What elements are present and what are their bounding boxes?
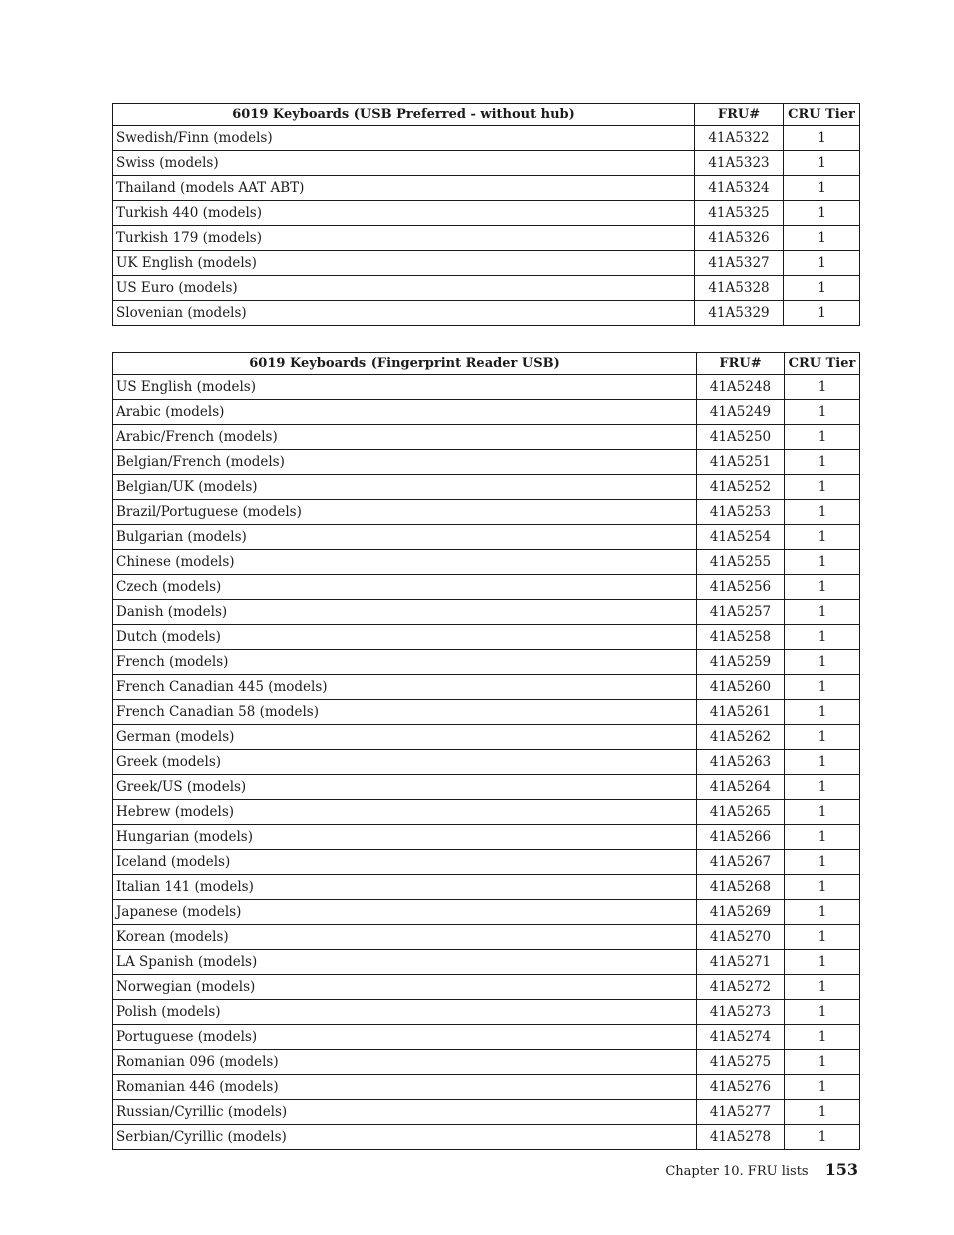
cru-tier-cell: 1 [785, 725, 860, 750]
keyboard-description-cell: French (models) [113, 650, 697, 675]
table-row [113, 550, 860, 575]
cru-tier-cell: 1 [785, 675, 860, 700]
column-header-cru-tier: CRU Tier [785, 353, 860, 375]
table-row [113, 1050, 860, 1075]
table-row [113, 875, 860, 900]
keyboards-fingerprint-reader-table [112, 352, 860, 1150]
keyboard-description-cell: Hebrew (models) [113, 800, 697, 825]
fru-number-cell: 41A5270 [697, 925, 785, 950]
table-row [113, 850, 860, 875]
fru-number-cell: 41A5275 [697, 1050, 785, 1075]
cru-tier-cell: 1 [785, 700, 860, 725]
table-row [113, 475, 860, 500]
fru-number-cell: 41A5273 [697, 1000, 785, 1025]
keyboard-description-cell: Bulgarian (models) [113, 525, 697, 550]
table-row [113, 1100, 860, 1125]
table-row [113, 575, 860, 600]
cru-tier-cell: 1 [785, 1000, 860, 1025]
chapter-label: Chapter 10. FRU lists [665, 1164, 809, 1179]
cru-tier-cell: 1 [785, 775, 860, 800]
table-row [113, 400, 860, 425]
cru-tier-cell: 1 [785, 975, 860, 1000]
cru-tier-cell: 1 [785, 400, 860, 425]
cru-tier-cell: 1 [784, 251, 860, 276]
keyboard-description-cell: LA Spanish (models) [113, 950, 697, 975]
fru-number-cell: 41A5257 [697, 600, 785, 625]
cru-tier-cell: 1 [785, 525, 860, 550]
keyboard-description-cell: Romanian 096 (models) [113, 1050, 697, 1075]
fru-number-cell: 41A5268 [697, 875, 785, 900]
cru-tier-cell: 1 [785, 625, 860, 650]
cru-tier-cell: 1 [784, 126, 860, 151]
cru-tier-cell: 1 [785, 800, 860, 825]
fru-number-cell: 41A5258 [697, 625, 785, 650]
column-header-fru: FRU# [695, 104, 784, 126]
table-row [113, 375, 860, 400]
keyboard-description-cell: French Canadian 58 (models) [113, 700, 697, 725]
fru-number-cell: 41A5263 [697, 750, 785, 775]
cru-tier-cell: 1 [784, 176, 860, 201]
cru-tier-cell: 1 [785, 1125, 860, 1150]
page-number: 153 [824, 1160, 858, 1179]
cru-tier-cell: 1 [785, 850, 860, 875]
cru-tier-cell: 1 [785, 575, 860, 600]
fru-number-cell: 41A5251 [697, 450, 785, 475]
column-header-cru-tier: CRU Tier [784, 104, 860, 126]
keyboard-description-cell: Slovenian (models) [113, 301, 695, 326]
fru-number-cell: 41A5325 [695, 201, 784, 226]
fru-number-cell: 41A5276 [697, 1075, 785, 1100]
cru-tier-cell: 1 [785, 1075, 860, 1100]
keyboard-description-cell: Polish (models) [113, 1000, 697, 1025]
cru-tier-cell: 1 [785, 425, 860, 450]
fru-number-cell: 41A5328 [695, 276, 784, 301]
fru-number-cell: 41A5323 [695, 151, 784, 176]
keyboard-description-cell: French Canadian 445 (models) [113, 675, 697, 700]
fru-number-cell: 41A5272 [697, 975, 785, 1000]
cru-tier-cell: 1 [785, 650, 860, 675]
keyboard-description-cell: Danish (models) [113, 600, 697, 625]
table-row [113, 750, 860, 775]
fru-number-cell: 41A5322 [695, 126, 784, 151]
fru-number-cell: 41A5326 [695, 226, 784, 251]
fru-number-cell: 41A5262 [697, 725, 785, 750]
fru-number-cell: 41A5255 [697, 550, 785, 575]
keyboard-description-cell: Belgian/French (models) [113, 450, 697, 475]
cru-tier-cell: 1 [784, 301, 860, 326]
cru-tier-cell: 1 [785, 1025, 860, 1050]
cru-tier-cell: 1 [785, 550, 860, 575]
table-row [113, 975, 860, 1000]
keyboard-description-cell: Japanese (models) [113, 900, 697, 925]
table-row [113, 1125, 860, 1150]
table-row [113, 276, 860, 301]
keyboard-description-cell: Turkish 179 (models) [113, 226, 695, 251]
table-row [113, 600, 860, 625]
table-row [113, 700, 860, 725]
cru-tier-cell: 1 [785, 1050, 860, 1075]
keyboards-usb-preferred-table [112, 103, 860, 326]
table-row [113, 900, 860, 925]
fru-number-cell: 41A5265 [697, 800, 785, 825]
fru-number-cell: 41A5269 [697, 900, 785, 925]
table-row [113, 650, 860, 675]
table-row [113, 525, 860, 550]
table-row [113, 500, 860, 525]
keyboard-description-cell: Korean (models) [113, 925, 697, 950]
fru-number-cell: 41A5261 [697, 700, 785, 725]
cru-tier-cell: 1 [784, 201, 860, 226]
fru-number-cell: 41A5250 [697, 425, 785, 450]
keyboard-description-cell: US Euro (models) [113, 276, 695, 301]
table-row [113, 176, 860, 201]
cru-tier-cell: 1 [785, 375, 860, 400]
table-row [113, 725, 860, 750]
fru-number-cell: 41A5277 [697, 1100, 785, 1125]
cru-tier-cell: 1 [785, 750, 860, 775]
table-row [113, 450, 860, 475]
keyboard-description-cell: Swiss (models) [113, 151, 695, 176]
cru-tier-cell: 1 [785, 925, 860, 950]
keyboard-description-cell: Hungarian (models) [113, 825, 697, 850]
cru-tier-cell: 1 [785, 1100, 860, 1125]
column-header-description: 6019 Keyboards (USB Preferred - without hub) [113, 104, 695, 126]
fru-number-cell: 41A5248 [697, 375, 785, 400]
cru-tier-cell: 1 [785, 600, 860, 625]
fru-number-cell: 41A5266 [697, 825, 785, 850]
cru-tier-cell: 1 [784, 226, 860, 251]
table-row [113, 201, 860, 226]
keyboard-description-cell: Iceland (models) [113, 850, 697, 875]
keyboard-description-cell: German (models) [113, 725, 697, 750]
keyboard-description-cell: Swedish/Finn (models) [113, 126, 695, 151]
fru-number-cell: 41A5267 [697, 850, 785, 875]
fru-number-cell: 41A5256 [697, 575, 785, 600]
fru-number-cell: 41A5324 [695, 176, 784, 201]
fru-number-cell: 41A5254 [697, 525, 785, 550]
keyboard-description-cell: Greek (models) [113, 750, 697, 775]
cru-tier-cell: 1 [784, 151, 860, 176]
table-row [113, 251, 860, 276]
table-row [113, 226, 860, 251]
fru-number-cell: 41A5271 [697, 950, 785, 975]
table-row [113, 675, 860, 700]
fru-number-cell: 41A5252 [697, 475, 785, 500]
fru-number-cell: 41A5260 [697, 675, 785, 700]
keyboard-description-cell: Serbian/Cyrillic (models) [113, 1125, 697, 1150]
keyboard-description-cell: Dutch (models) [113, 625, 697, 650]
column-header-description: 6019 Keyboards (Fingerprint Reader USB) [113, 353, 697, 375]
cru-tier-cell: 1 [784, 276, 860, 301]
keyboard-description-cell: Arabic/French (models) [113, 425, 697, 450]
keyboard-description-cell: Romanian 446 (models) [113, 1075, 697, 1100]
table-row [113, 126, 860, 151]
keyboard-description-cell: Russian/Cyrillic (models) [113, 1100, 697, 1125]
fru-number-cell: 41A5264 [697, 775, 785, 800]
fru-number-cell: 41A5327 [695, 251, 784, 276]
table-row [113, 775, 860, 800]
cru-tier-cell: 1 [785, 475, 860, 500]
keyboard-description-cell: Portuguese (models) [113, 1025, 697, 1050]
keyboard-description-cell: Norwegian (models) [113, 975, 697, 1000]
keyboard-description-cell: UK English (models) [113, 251, 695, 276]
cru-tier-cell: 1 [785, 825, 860, 850]
fru-number-cell: 41A5253 [697, 500, 785, 525]
table-row [113, 1000, 860, 1025]
keyboard-description-cell: Turkish 440 (models) [113, 201, 695, 226]
cru-tier-cell: 1 [785, 950, 860, 975]
keyboard-description-cell: Arabic (models) [113, 400, 697, 425]
table-header-row [113, 353, 860, 375]
keyboard-description-cell: Czech (models) [113, 575, 697, 600]
keyboard-description-cell: Thailand (models AAT ABT) [113, 176, 695, 201]
cru-tier-cell: 1 [785, 500, 860, 525]
table-row [113, 950, 860, 975]
keyboard-description-cell: Belgian/UK (models) [113, 475, 697, 500]
table-row [113, 925, 860, 950]
keyboard-description-cell: Italian 141 (models) [113, 875, 697, 900]
table-row [113, 625, 860, 650]
table-row [113, 825, 860, 850]
fru-number-cell: 41A5249 [697, 400, 785, 425]
cru-tier-cell: 1 [785, 875, 860, 900]
keyboard-description-cell: Chinese (models) [113, 550, 697, 575]
fru-number-cell: 41A5278 [697, 1125, 785, 1150]
table-row [113, 1025, 860, 1050]
fru-number-cell: 41A5274 [697, 1025, 785, 1050]
fru-number-cell: 41A5329 [695, 301, 784, 326]
column-header-fru: FRU# [697, 353, 785, 375]
keyboard-description-cell: US English (models) [113, 375, 697, 400]
table-row [113, 425, 860, 450]
page-footer [665, 1160, 858, 1179]
fru-number-cell: 41A5259 [697, 650, 785, 675]
table-header-row [113, 104, 860, 126]
table-row [113, 301, 860, 326]
table-row [113, 151, 860, 176]
table-row [113, 1075, 860, 1100]
table-row [113, 800, 860, 825]
keyboard-description-cell: Brazil/Portuguese (models) [113, 500, 697, 525]
cru-tier-cell: 1 [785, 450, 860, 475]
keyboard-description-cell: Greek/US (models) [113, 775, 697, 800]
cru-tier-cell: 1 [785, 900, 860, 925]
